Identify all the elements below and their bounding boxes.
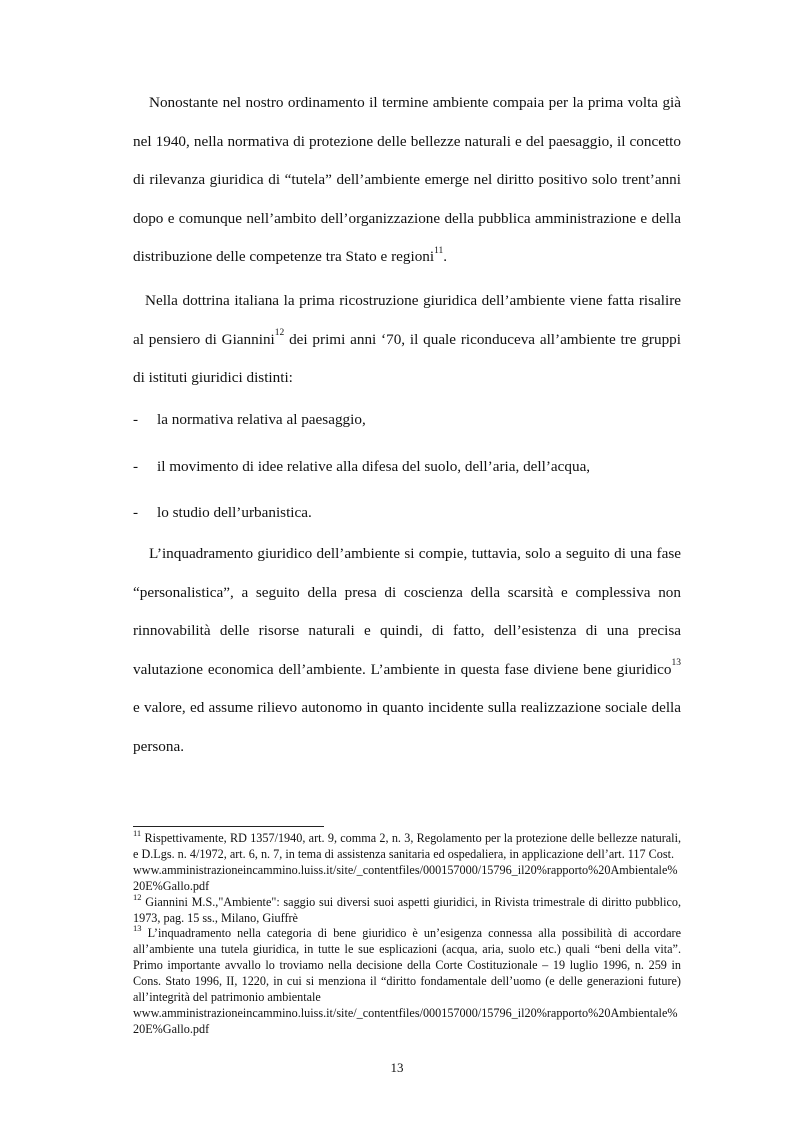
list-item-text: lo studio dell’urbanistica. [157, 504, 312, 521]
list-dash: - [133, 411, 139, 428]
footnote-link[interactable]: www.amministrazioneincammino.luiss.it/site/_contentfiles/000157000/15796_il20%rapporto%20Ambientale%20E%Gallo.pdf [133, 1005, 678, 1036]
footnote-text: Giannini M.S.,"Ambiente": saggio sui diversi suoi aspetti giuridici, in Rivista trimestrale di diritto pubblico, 1973, pag. 15 ss., Milano, Giuffrè [133, 894, 681, 925]
paragraph-1 [133, 84, 681, 277]
paragraph-1-text-b: . [443, 248, 448, 265]
list [133, 401, 681, 533]
list-dash: - [133, 457, 139, 475]
list-item [133, 401, 681, 440]
paragraph-1-text-a: Nonostante nel nostro ordinamento il termine ambiente compaia per la prima volta già nel 1940, nella normativa di protezione delle bellezze naturali e del paesaggio, il concetto di rilevanza giuridica di “tutela” dell’ambiente emerge nel diritto positivo solo trent’anni dopo e comunque nell’ambito dell’organizzazione della pubblica amministrazione e della distribuzione delle competenze tra Stato e regioni [133, 94, 681, 265]
footnote-ref-11[interactable]: 11 [434, 245, 444, 256]
paragraph-3-text [133, 535, 681, 766]
footnote-number: 12 [133, 891, 142, 902]
paragraph-3 [133, 535, 681, 766]
footnote-number: 13 [133, 923, 142, 934]
page-number: 13 [390, 1060, 404, 1075]
paragraph-1-text [133, 84, 681, 277]
footnote-text: Rispettivamente, RD 1357/1940, art. 9, comma 2, n. 3, Regolamento per la protezione delle bellezze naturali, e D.Lgs. n. 4/1972, art. 6, n. 7, in tema di assistenza sanitaria ed ospedaliera, in applicazione dell’art. 117 Cost. [133, 831, 681, 861]
list-dash: - [133, 504, 139, 521]
list-item-text: la normativa relativa al paesaggio, [157, 411, 366, 428]
footnote-13 [133, 923, 681, 1037]
footnote-link[interactable]: www.amministrazioneincammino.luiss.it/site/_contentfiles/000157000/15796_il20%rapporto%20Ambientale%20E%Gallo.pdf [133, 862, 678, 893]
list-item [133, 494, 681, 533]
footnote-text: L’inquadramento nella categoria di bene giuridico è un’esigenza connessa alla possibilità di accordare all’ambiente una tutela giuridica, in tutte le sue esplicazioni (acqua, aria, suolo etc.) quali “beni della vita”. Primo importante avvallo lo troviamo nella decisione della Corte Costituzionale – 19 luglio 1996, n. 259 in Cons. Stato 1996, II, 1220, in cui si menziona il “diritto fondamentale dell’uomo (e delle generazioni future) all’integrità del patrimonio ambientale [133, 926, 681, 1005]
list-item [133, 448, 681, 487]
paragraph-2-text-b: dei primi anni ‘70, il quale riconduceva all’ambiente tre gruppi di istituti giuridici distinti: [133, 330, 681, 386]
footnote-separator [133, 826, 324, 827]
footnote-12 [133, 891, 681, 927]
footnote-number: 11 [133, 827, 142, 838]
list-item-text: il movimento di idee relative alla difesa del suolo, dell’aria, dell’acqua, [157, 457, 591, 475]
footnote-ref-12[interactable]: 12 [274, 328, 285, 339]
footnotes [133, 827, 681, 1038]
paragraph-2-text [133, 282, 681, 398]
paragraph-2 [133, 282, 681, 398]
footnote-11 [133, 827, 681, 895]
paragraph-3-text-b: e valore, ed assume rilievo autonomo in quanto incidente sulla realizzazione sociale della persona. [133, 699, 681, 755]
footnote-ref-13[interactable]: 13 [671, 658, 681, 669]
paragraph-3-text-a: L’inquadramento giuridico dell’ambiente si compie, tuttavia, solo a seguito di una fase “personalistica”, a seguito della presa di coscienza della scarsità e complessiva non rinnovabilità delle risorse naturali e quindi, di fatto, dell’esistenza di una precisa valutazione economica dell’ambiente. L’ambiente in questa fase diviene bene giuridico [133, 545, 681, 678]
paragraph-2-text-a: Nella dottrina italiana la prima ricostruzione giuridica dell’ambiente viene fatta risalire al pensiero di Giannini [133, 292, 681, 348]
